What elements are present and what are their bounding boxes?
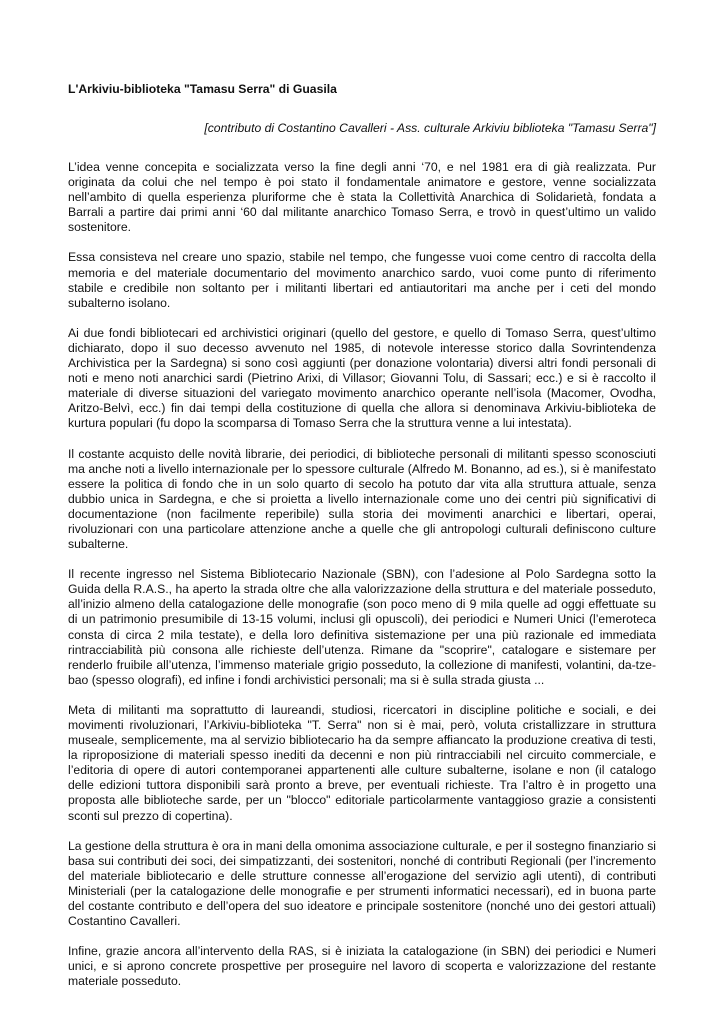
paragraph-8: Infine, grazie ancora all’intervento della RAS, si è iniziata la catalogazione (in SBN) dei periodici e Numeri unici, e si aprono concrete prospettive per proseguire nel lavoro di scoperta e valorizzazione del restante materiale posseduto. <box>68 944 656 989</box>
document-page <box>68 82 656 990</box>
paragraph-4: Il costante acquisto delle novità librarie, dei periodici, di biblioteche personali di militanti spesso sconosciuti ma anche noti a livello internazionale per lo spessore culturale (Alfredo M. Bonanno, ad es.), si è manifestato essere la politica di fondo che in un solo quarto di secolo ha potuto dar vita alla struttura attuale, senza dubbio unica in Sardegna, e che si proietta a livello internazionale come uno dei centri più significativi di documentazione (non facilmente reperibile) sulla storia dei movimenti anarchici e libertari, operai, rivoluzionari con una particolare attenzione anche a quelle che gli antropologi culturali definiscono culture subalterne. <box>68 446 656 552</box>
paragraph-7: La gestione della struttura è ora in mani della omonima associazione culturale, e per il sostegno finanziario si basa sui contributi dei soci, dei simpatizzanti, dei sostenitori, nonché di contributi Regionali (per l’incremento del materiale bibliotecario e delle strutture connesse all’erogazione del servizio agli utenti), di contributi Ministeriali (per la catalogazione delle monografie e per strumenti informatici necessari), ed in buona parte del costante contributo e dell’opera del suo ideatore e principale sostenitore (nonché uno dei gestori attuali) Costantino Cavalleri. <box>68 838 656 929</box>
paragraph-3: Ai due fondi bibliotecari ed archivistici originari (quello del gestore, e quello di Tomaso Serra, quest’ultimo dichiarato, dopo il suo decesso avvenuto nel 1985, di notevole interesse storico dalla Sovrintendenza Archivistica per la Sardegna) si sono così aggiunti (per donazione volontaria) diversi altri fondi personali di noti e meno noti anarchici sardi (Pietrino Arixi, di Villasor; Giovanni Tolu, di Sassari; ecc.) e si è raccolto il materiale di diverse situazioni del variegato movimento anarchico operante nell’isola (Macomer, Ovodha, Aritzo-Belvì, ecc.) fin dai tempi della costituzione di quella che allora si denominava Arkiviu-biblioteka de kurtura populari (fu dopo la scomparsa di Tomaso Serra che la struttura venne a lui intestata). <box>68 325 656 431</box>
paragraph-2: Essa consisteva nel creare uno spazio, stabile nel tempo, che fungesse vuoi come centro di raccolta della memoria e del materiale documentario del movimento anarchico sardo, vuoi come punto di riferimento stabile e credibile non soltanto per i militanti libertari ed antiautoritari ma anche per i ceti del mondo subalterno isolano. <box>68 250 656 310</box>
document-attribution: [contributo di Costantino Cavalleri - Ass. culturale Arkiviu biblioteka "Tamasu Serra"] <box>204 121 656 135</box>
document-body <box>68 160 656 990</box>
paragraph-1: L’idea venne concepita e socializzata verso la fine degli anni ‘70, e nel 1981 era di già realizzata. Pur originata da colui che nel tempo è poi stato il fondamentale animatore e gestore, venne socializzata nell’ambito di quella esperienza pluriforme che è stata la Collettività Anarchica di Solidarietà, fondata a Barrali a partire dai primi anni ‘60 dal militante anarchico Tomaso Serra, e trovò in quest’ultimo un valido sostenitore. <box>68 160 656 235</box>
paragraph-5: Il recente ingresso nel Sistema Bibliotecario Nazionale (SBN), con l’adesione al Polo Sardegna sotto la Guida della R.A.S., ha aperto la strada oltre che alla valorizzazione della struttura e del materiale posseduto, all’inizio almeno della catalogazione delle monografie (son poco meno di 9 mila quelle ad oggi effettuate su di un patrimonio presumibile di 13-15 volumi, inclusi gli opuscoli), dei periodici e Numeri Unici (l’emeroteca consta di circa 2 mila testate), e della loro definitiva sistemazione per una più razionale ed immediata rintracciabilità più consona alle richieste dell’utenza. Rimane da "scoprire", catalogare e sistemare per renderlo fruibile all’utenza, l’immenso materiale grigio posseduto, la collezione di manifesti, volantini, da-tze-bao (spesso olografi), ed infine i fondi archivistici personali; ma si è sulla strada giusta ... <box>68 567 656 687</box>
paragraph-6: Meta di militanti ma soprattutto di laureandi, studiosi, ricercatori in discipline politiche e sociali, e dei movimenti rivoluzionari, l’Arkiviu-biblioteka "T. Serra" non si è mai, però, voluta cristallizzare in struttura museale, semplicemente, ma al servizio bibliotecario ha da sempre affiancato la produzione creativa di testi, la riproposizione di materiali spesso inediti da decenni e non più rintracciabili nel circuito commerciale, e l’editoria di opere di autori contemporanei appartenenti alle culture subalterne, isolane e non (il catalogo delle edizioni tuttora disponibili sarà pronto a breve, per eventuali richieste. Tra l’altro è in progetto una proposta alle biblioteche sarde, per un "blocco" editoriale particolarmente vantaggioso grazie a consistenti sconti sul prezzo di copertina). <box>68 702 656 823</box>
document-title: L'Arkiviu-biblioteka "Tamasu Serra" di Guasila <box>68 82 337 96</box>
